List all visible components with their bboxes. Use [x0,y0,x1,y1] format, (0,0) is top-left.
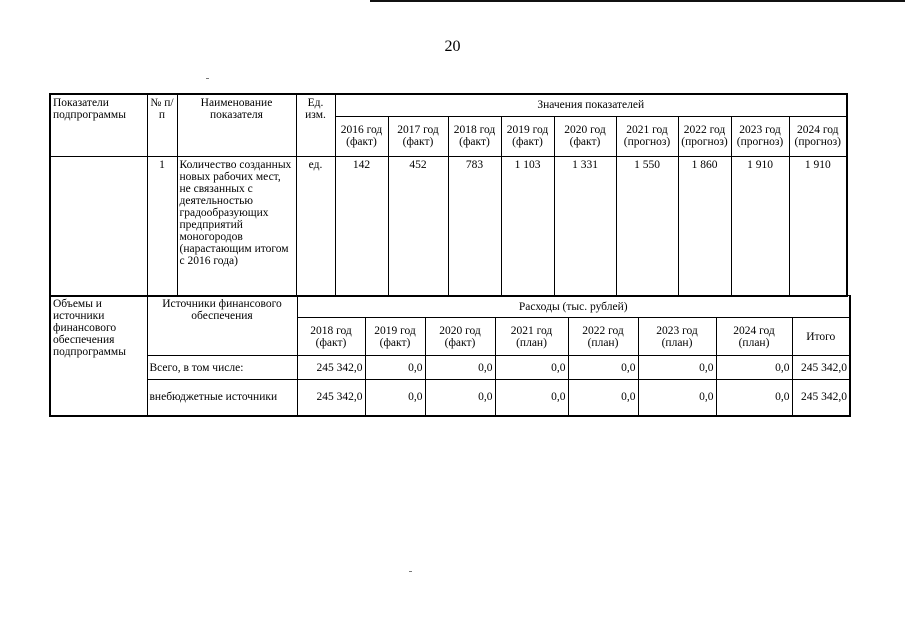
year-header: 2019 год (факт) [365,318,425,356]
source-header: Источники финансового обеспечения [147,296,297,356]
indicator-value: 1 860 [678,156,731,296]
funding-value: 245 342,0 [297,380,365,416]
year-header: 2016 год (факт) [335,116,388,156]
year-header: 2017 год (факт) [388,116,448,156]
name-header: Наименование показателя [177,94,296,156]
year-header: 2023 год (план) [638,318,716,356]
year-header: 2021 год (план) [495,318,568,356]
page-number: 20 [444,38,461,55]
funding-row-label: внебюджетные источники [147,380,297,416]
indicator-name: Количество созданных новых рабочих мест, не связанных с деятельностью градообразующих предприятий моногородов (нарастающим итогом с 2016 года) [177,156,296,296]
funding-value: 245 342,0 [297,356,365,380]
funding-value: 0,0 [425,356,495,380]
funding-value: 0,0 [638,380,716,416]
funding-value: 0,0 [716,380,792,416]
funding-value: 0,0 [365,380,425,416]
funding-value: 0,0 [495,356,568,380]
values-header: Значения показателей [335,94,847,116]
funding-value: 0,0 [425,380,495,416]
year-header: 2021 год (прогноз) [616,116,678,156]
funding-value: 0,0 [716,356,792,380]
top-rule [370,0,905,2]
year-header: 2020 год (факт) [554,116,616,156]
year-header: 2022 год (план) [568,318,638,356]
year-header: 2023 год (прогноз) [731,116,789,156]
year-header: 2019 год (факт) [501,116,554,156]
indicator-value: 1 910 [731,156,789,296]
funding-table [49,295,851,417]
total-header: Итого [792,318,850,356]
row-num: 1 [147,156,177,296]
indicator-value: 1 103 [501,156,554,296]
funding-value: 0,0 [568,380,638,416]
funding-total: 245 342,0 [792,380,850,416]
indicator-value: 1 331 [554,156,616,296]
indicator-value: 1 910 [789,156,847,296]
expenses-header: Расходы (тыс. рублей) [297,296,850,318]
year-header: 2018 год (факт) [448,116,501,156]
funding-value: 0,0 [638,356,716,380]
funding-value: 0,0 [365,356,425,380]
indicator-value: 783 [448,156,501,296]
year-header: 2024 год (план) [716,318,792,356]
indicator-unit: ед. [296,156,335,296]
funding-row-label: Всего, в том числе: [147,356,297,380]
indicator-value: 142 [335,156,388,296]
year-header: 2018 год (факт) [297,318,365,356]
funding-label: Объемы и источники финансового обеспечения подпрограммы [50,296,147,416]
year-header: 2022 год (прогноз) [678,116,731,156]
scan-speck [206,78,209,79]
year-header: 2020 год (факт) [425,318,495,356]
indicators-table [49,93,848,297]
funding-value: 0,0 [495,380,568,416]
scan-speck [409,571,412,572]
indicator-value: 1 550 [616,156,678,296]
year-header: 2024 год (прогноз) [789,116,847,156]
indicator-value: 452 [388,156,448,296]
indicators-label: Показатели подпрограммы [50,94,147,156]
unit-header: Ед. изм. [296,94,335,156]
funding-value: 0,0 [568,356,638,380]
funding-total: 245 342,0 [792,356,850,380]
indicators-label-cont [50,156,147,296]
num-header: № п/п [147,94,177,156]
